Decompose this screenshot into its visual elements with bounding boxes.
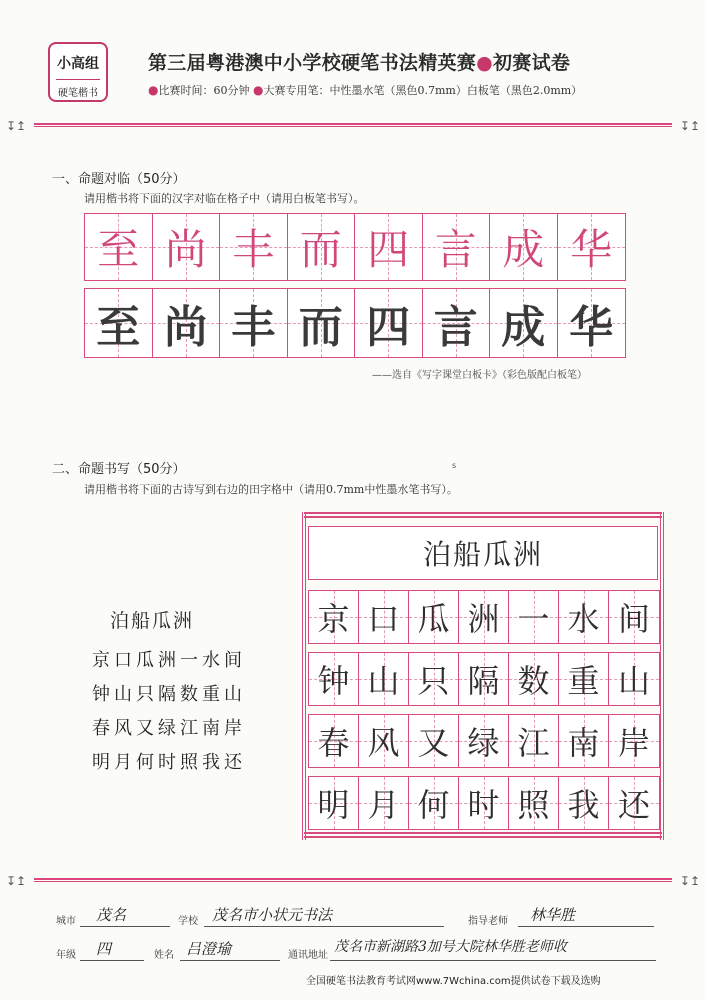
writing-grid-cell: [609, 591, 659, 643]
writing-grid-cell: [459, 653, 509, 705]
badge-style-label: 硬笔楷书: [58, 88, 98, 99]
character: 何: [417, 786, 450, 824]
writing-grid-cell: [559, 653, 609, 705]
school-line: [204, 926, 444, 927]
teacher-value[interactable]: 林华胜: [530, 906, 576, 924]
practice-grid-cell: [355, 289, 423, 357]
frame-top-band: [304, 512, 662, 518]
bullet-icon: ●: [252, 83, 264, 97]
writing-grid-row: [308, 776, 660, 830]
character: 山: [617, 662, 650, 700]
character: 洲: [467, 600, 500, 638]
frame-right-bar: [660, 512, 664, 840]
grade-line: [80, 960, 144, 961]
writing-grid-cell: [409, 591, 459, 643]
writing-grid-cell: [309, 653, 359, 705]
character: 重: [567, 662, 600, 700]
character: 瓜: [417, 600, 450, 638]
character: 而: [298, 302, 343, 353]
character: 又: [417, 724, 450, 762]
scroll-ornament-icon: ↧↥: [679, 874, 700, 888]
practice-grid-cell: [558, 289, 626, 357]
character: 丰: [232, 225, 275, 274]
character: 言: [434, 225, 477, 274]
grade-label: 年级: [56, 950, 76, 961]
character: 风: [367, 724, 400, 762]
model-grid-cell: [355, 214, 423, 280]
character: 南: [567, 724, 600, 762]
practice-grid-cell: [490, 289, 558, 357]
exam-pens: 大赛专用笔：中性墨水笔（黑色0.7mm）白板笔（黑色2.0mm）: [263, 84, 583, 97]
section1-instruction: 请用楷书将下面的汉字对临在格子中（请用白板笔书写）。: [84, 192, 365, 205]
character: 四: [366, 302, 411, 353]
scroll-ornament-icon: ↧↥: [6, 874, 27, 888]
model-grid-cell: [288, 214, 356, 280]
writing-grid-cell: [559, 777, 609, 829]
writing-grid-cell: [309, 777, 359, 829]
writing-grid-cell: [359, 591, 409, 643]
exam-time: 比赛时间：60分钟: [158, 84, 250, 97]
name-line: [180, 960, 280, 961]
writing-grid-cell: [509, 653, 559, 705]
practice-grid-cell: [85, 289, 153, 357]
character: 只: [417, 662, 450, 700]
poem-line: 钟山只隔数重山: [92, 684, 246, 705]
city-label: 城市: [56, 916, 76, 927]
writing-grid-cell: [609, 653, 659, 705]
character: 山: [367, 662, 400, 700]
teacher-label: 指导老师: [468, 916, 508, 927]
written-title: 泊船瓜洲: [422, 538, 543, 571]
bullet-icon: ●: [148, 83, 159, 97]
writing-grid-cell: [359, 653, 409, 705]
writing-grid-cell: [309, 591, 359, 643]
poem-title: 泊船瓜洲: [110, 610, 195, 632]
exam-info: [148, 82, 582, 98]
writing-grid-row: [308, 590, 660, 644]
school-value[interactable]: 茂名市小状元书法: [212, 906, 333, 924]
website-notice: 全国硬笔书法教育考试网www.7Wchina.com提供试卷下载及选购: [306, 976, 601, 987]
page-title: [148, 48, 570, 75]
writing-grid-cell: [359, 777, 409, 829]
character: 数: [517, 662, 550, 700]
character: 华: [569, 302, 614, 353]
group-badge: [48, 42, 108, 102]
character: 明: [317, 786, 350, 824]
model-grid-cell: [558, 214, 626, 280]
character: 成: [501, 302, 546, 353]
practice-grid-cell: [153, 289, 221, 357]
character: 口: [367, 600, 400, 638]
model-char-grid: [84, 213, 626, 281]
writing-grid-cell: [409, 715, 459, 767]
address-label: 通讯地址: [288, 950, 328, 961]
header-divider: [34, 123, 672, 127]
writing-grid-cell: [509, 715, 559, 767]
practice-grid-cell: [288, 289, 356, 357]
grade-value[interactable]: 四: [96, 940, 112, 958]
model-grid-cell: [85, 214, 153, 280]
name-label: 姓名: [154, 950, 174, 961]
character: 间: [617, 600, 650, 638]
scroll-ornament-icon: ↧↥: [6, 119, 27, 133]
written-title-box: [308, 526, 658, 580]
section2-instruction: 请用楷书将下面的古诗写到右边的田字格中（请用0.7mm中性墨水笔书写）。: [84, 483, 458, 496]
character: 水: [567, 600, 600, 638]
writing-grid-cell: [609, 777, 659, 829]
writing-grid-cell: [359, 715, 409, 767]
model-grid-cell: [490, 214, 558, 280]
character: 时: [467, 786, 500, 824]
writing-grid-cell: [609, 715, 659, 767]
character: 还: [617, 786, 650, 824]
poem-line: 明月何时照我还: [92, 752, 246, 773]
city-line: [80, 926, 170, 927]
character: 隔: [467, 662, 500, 700]
practice-grid-cell: [423, 289, 491, 357]
writing-grid-cell: [309, 715, 359, 767]
badge-group-label: 小高组: [57, 56, 99, 72]
page-mark: s: [452, 461, 457, 470]
character: 而: [299, 225, 342, 274]
poem-line: 京口瓜洲一水间: [92, 650, 246, 671]
address-line: [330, 960, 656, 961]
character: 钟: [317, 662, 350, 700]
city-value[interactable]: 茂名: [96, 906, 127, 924]
character: 绿: [467, 724, 500, 762]
character: 一: [517, 600, 550, 638]
teacher-line: [518, 926, 654, 927]
writing-grid-cell: [509, 591, 559, 643]
model-grid-cell: [220, 214, 288, 280]
character: 至: [96, 302, 141, 353]
writing-grid-cell: [459, 715, 509, 767]
writing-grid-cell: [509, 777, 559, 829]
poem-line: 春风又绿江南岸: [92, 718, 246, 739]
character: 丰: [231, 302, 276, 353]
title-tail: 初赛试卷: [493, 52, 571, 74]
character: 春: [317, 724, 350, 762]
character: 至: [97, 225, 140, 274]
badge-divider: [56, 79, 100, 80]
character: 四: [367, 225, 410, 274]
writing-grid-cell: [459, 591, 509, 643]
character: 成: [502, 225, 545, 274]
footer-divider: [34, 878, 672, 882]
writing-grid-cell: [409, 653, 459, 705]
character: 言: [433, 302, 478, 353]
section1-heading: 一、命题对临（50分）: [52, 172, 186, 187]
title-dot: ●: [476, 52, 493, 74]
writing-grid-row: [308, 652, 660, 706]
character: 华: [570, 225, 613, 274]
model-grid-cell: [423, 214, 491, 280]
writing-grid-row: [308, 714, 660, 768]
character: 岸: [617, 724, 650, 762]
school-label: 学校: [178, 916, 198, 927]
character: 京: [317, 600, 350, 638]
character: 照: [517, 786, 550, 824]
model-grid-cell: [153, 214, 221, 280]
frame-left-bar: [302, 512, 306, 840]
writing-grid-cell: [409, 777, 459, 829]
character: 尚: [164, 225, 207, 274]
section2-heading: 二、命题书写（50分）: [52, 462, 186, 477]
writing-grid-cell: [559, 715, 609, 767]
writing-grid-cell: [459, 777, 509, 829]
writing-grid-cell: [559, 591, 609, 643]
title-main: 第三届粤港澳中小学校硬笔书法精英赛: [148, 52, 477, 74]
character: 月: [367, 786, 400, 824]
frame-bottom-band: [304, 832, 662, 838]
character: 江: [517, 724, 550, 762]
character: 尚: [163, 302, 208, 353]
scroll-ornament-icon: ↧↥: [679, 119, 700, 133]
character: 我: [567, 786, 600, 824]
address-value[interactable]: 茂名市新湖路3加号大院林华胜老师收: [334, 939, 567, 955]
practice-char-grid: [84, 288, 626, 358]
name-value[interactable]: 吕澄瑜: [186, 940, 232, 958]
practice-grid-cell: [220, 289, 288, 357]
source-credit: ——选自《写字课堂白板卡》（彩色版配白板笔）: [372, 370, 587, 381]
